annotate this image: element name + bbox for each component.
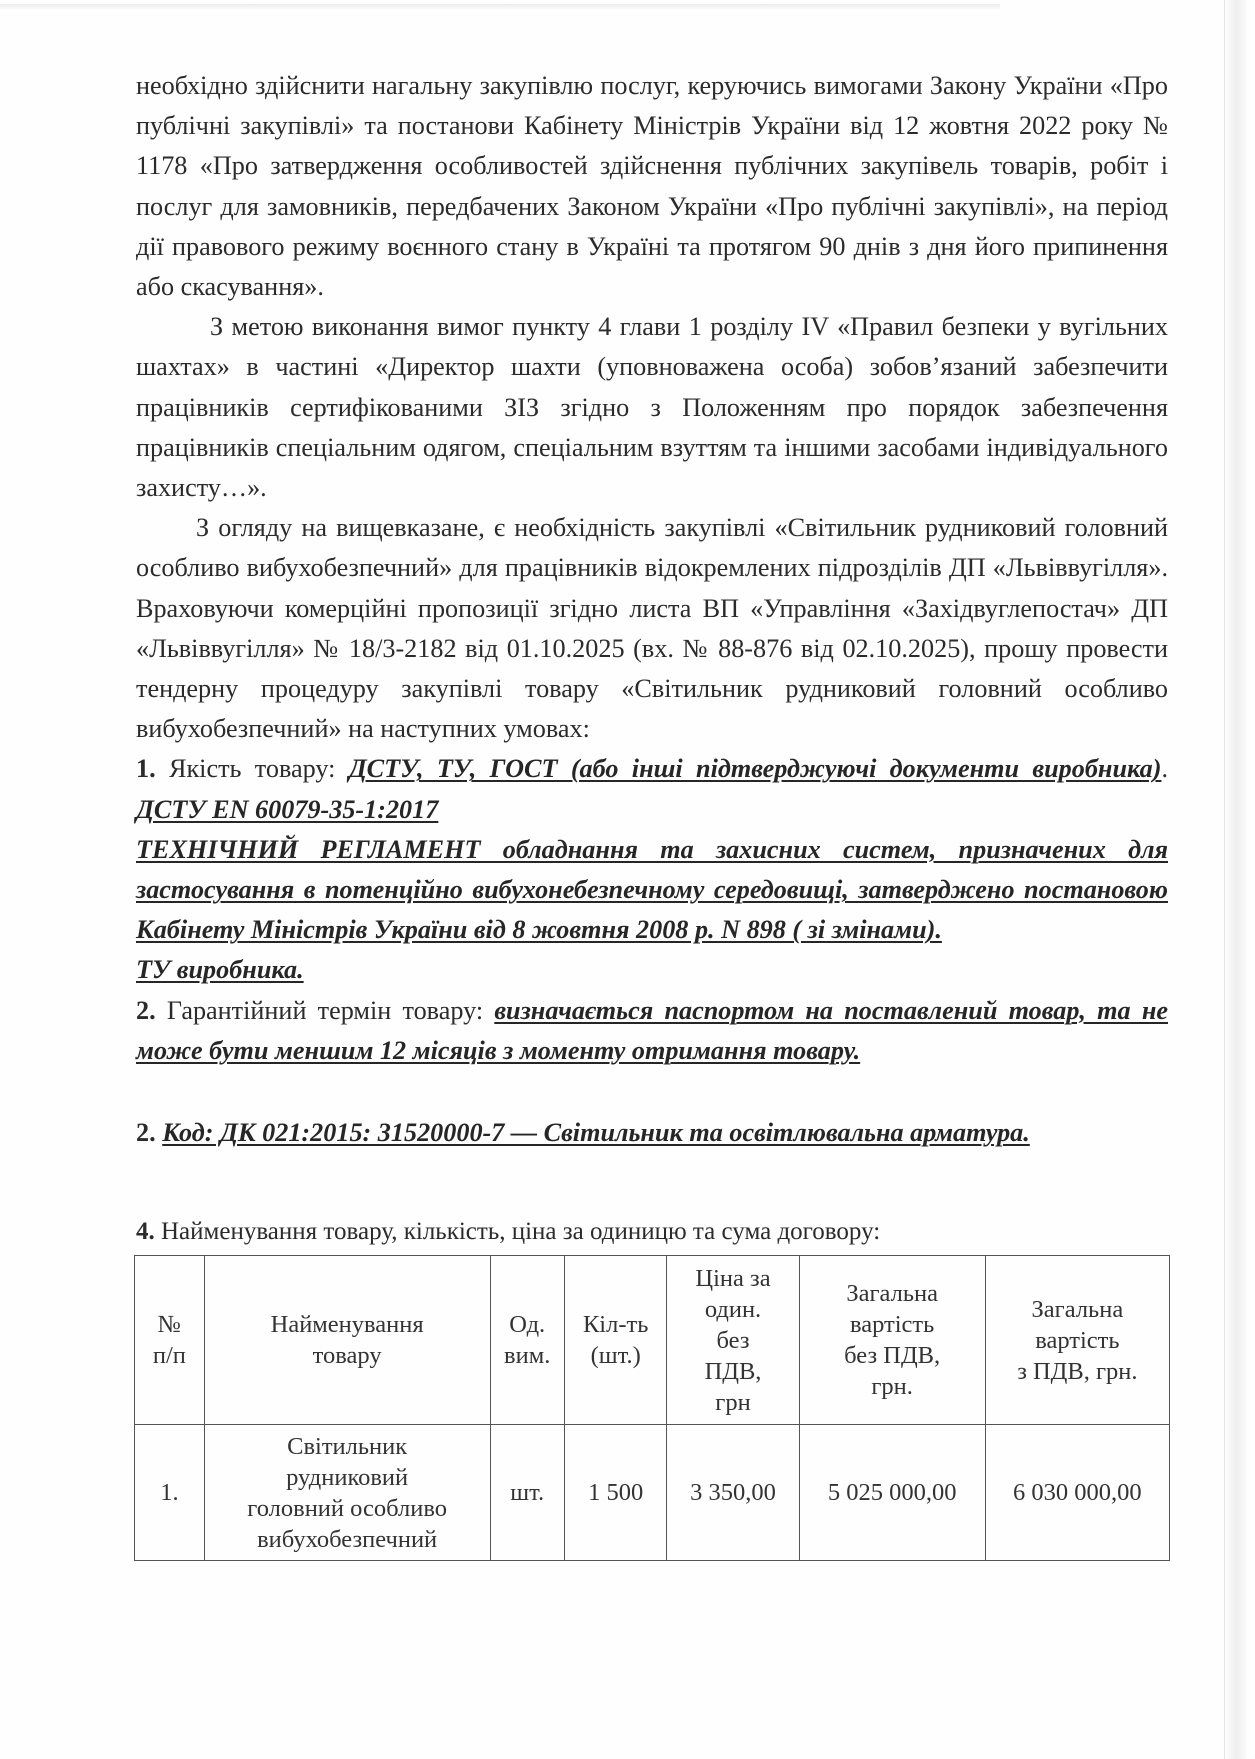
paragraph-necessity: З огляду на вищевказане, є необхідність закупівлі «Світильник рудниковий головний особливо вибухобезпечний» для працівників відокремлених підрозділів ДП «Львіввугілля». Враховуючи комерційні пропозиції згідно листа ВП «Управління «Західвуглепостач» ДП «Львіввугілля» № 18/3-2182 від 01.10.2025 (вх. № 88-876 від 02.10.2025), прошу провести тендерну процедуру закупівлі товару «Світильник рудниковий головний особливо вибухобезпечний» на наступних умовах: <box>136 513 1168 744</box>
condition-manufacturer-spec <box>136 950 1168 990</box>
header-index: № п/п <box>135 1256 205 1425</box>
scan-artifact-top <box>0 4 1000 10</box>
tech-regulation-title: ТЕХНІЧНИЙ РЕГЛАМЕНТ <box>136 834 481 864</box>
header-total-with-vat: Загальна вартість з ПДВ, грн. <box>985 1256 1169 1425</box>
cell-unit: шт. <box>490 1425 564 1561</box>
code-value: Код: ДК 021:2015: 31520000-7 — Світильник та освітлювальна арматура. <box>162 1118 1030 1148</box>
cell-unit-price: 3 350,00 <box>667 1425 799 1561</box>
quality-standards: ДСТУ, ТУ, ГОСТ (або інші підтверджуючі документи виробника) <box>348 754 1162 784</box>
condition-number: 2. <box>136 995 156 1025</box>
table-header-row <box>135 1256 1170 1425</box>
table-caption <box>136 1214 880 1250</box>
spacer <box>136 1071 1168 1111</box>
cell-index: 1. <box>135 1425 205 1561</box>
quality-dstu-en: ДСТУ EN 60079-35-1:2017 <box>136 794 439 824</box>
condition-quality <box>136 749 1168 829</box>
manufacturer-spec: ТУ виробника. <box>136 955 304 985</box>
paragraph-intro-continuation: необхідно здійснити нагальну закупівлю послуг, керуючись вимогами Закону України «Про публічні закупівлі» та постанови Кабінету Міністрів України від 12 жовтня 2022 року № 1178 «Про затвердження особливостей здійснення публічних закупівель товарів, робіт і послуг для замовників, передбачених Законом України «Про публічні закупівлі», на період дії правового режиму воєнного стану в Україні та протягом 90 днів з дня його припинення або скасування». <box>136 71 1168 302</box>
condition-label: Гарантійний термін товару: <box>166 995 495 1025</box>
condition-code <box>136 1113 1168 1153</box>
quality-separator: . <box>1161 754 1168 784</box>
condition-number: 1. <box>136 754 156 784</box>
header-name: Найменування товару <box>204 1256 490 1425</box>
header-unit: Од. вим. <box>490 1256 564 1425</box>
scan-artifact-right-edge <box>1224 0 1247 1759</box>
section-caption: Найменування товару, кількість, ціна за одиницю та сума договору: <box>161 1218 881 1245</box>
tech-regulation-text: обладнання та захисних систем, призначених для застосування в потенційно вибухонебезпечному середовищі, затверджено постановою Кабінету Міністрів України від 8 жовтня 2008 р. N 898 ( зі змінами). <box>136 834 1169 945</box>
document-body <box>136 66 1168 1153</box>
condition-warranty <box>136 991 1168 1071</box>
cell-total-no-vat: 5 025 000,00 <box>799 1425 985 1561</box>
condition-number: 2. <box>136 1118 156 1148</box>
table-row <box>135 1425 1170 1561</box>
warranty-value: визначається паспортом на поставлений товар, та не може бути меншим 12 місяців з моменту отримання товару. <box>136 995 1169 1065</box>
cell-total-with-vat: 6 030 000,00 <box>985 1425 1169 1561</box>
paragraph-safety-rules: З метою виконання вимог пункту 4 глави 1 розділу IV «Правил безпеки у вугільних шахтах» в частині «Директор шахти (уповноважена особа) зобов’язаний забезпечити працівників сертифікованими ЗІЗ згідно з Положенням про порядок забезпечення працівників спеціальним одягом, спеціальним взуттям та іншими засобами індивідуального захисту…». <box>136 312 1168 503</box>
header-unit-price: Ціна за один. без ПДВ, грн <box>667 1256 799 1425</box>
section-number: 4. <box>136 1218 155 1245</box>
condition-tech-regulation <box>136 830 1168 951</box>
condition-label: Якість товару: <box>168 754 349 784</box>
cell-quantity: 1 500 <box>564 1425 667 1561</box>
header-quantity: Кіл-ть (шт.) <box>564 1256 667 1425</box>
goods-table <box>134 1255 1170 1561</box>
header-total-no-vat: Загальна вартість без ПДВ, грн. <box>799 1256 985 1425</box>
cell-name: Світильник рудниковий головний особливо вибухобезпечний <box>204 1425 490 1561</box>
